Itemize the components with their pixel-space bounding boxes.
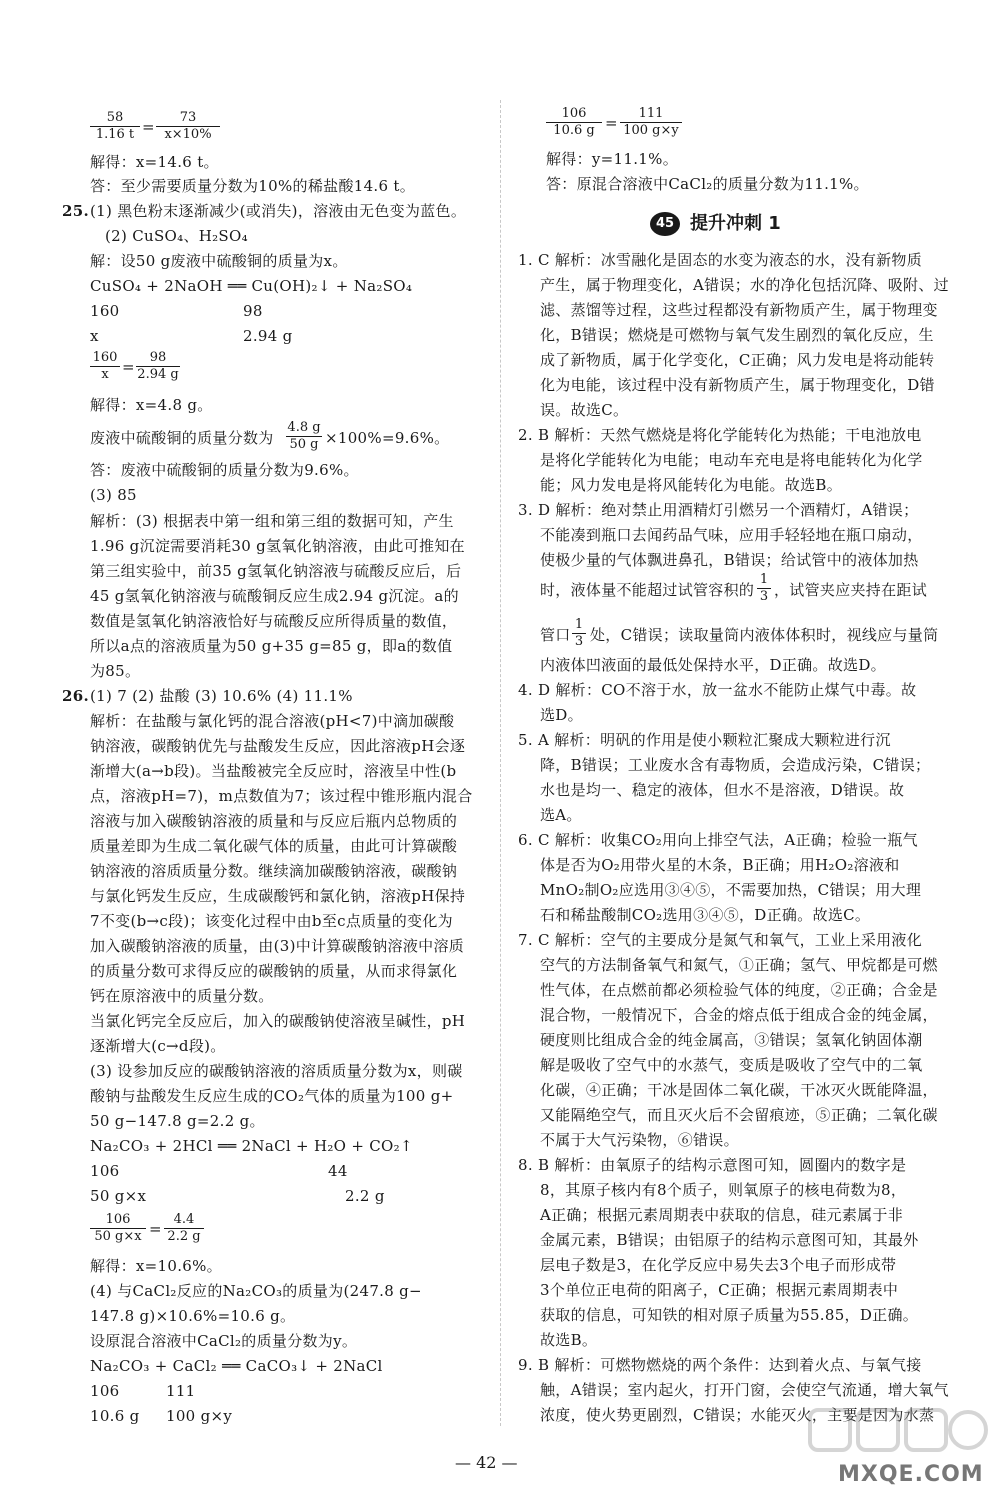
analysis-line: 钠溶液，碳酸钠优先与盐酸发生反应，因此溶液pH会逐 [90, 737, 466, 755]
text-line: 答：至少需要质量分数为10%的稀盐酸14.6 t。 [90, 177, 416, 195]
question-number: 26. [62, 687, 89, 705]
analysis-line: 解析：在盐酸与氯化钙的混合溶液(pH<7)中滴加碳酸 [90, 712, 455, 730]
text-line: 设原混合溶液中CaCl₂的质量分数为y。 [90, 1332, 358, 1350]
answer-line: 5. A 解析：明矾的作用是使小颗粒汇聚成大颗粒进行沉 [518, 731, 891, 749]
answer-line: 不属于大气污染物，⑥错误。 [540, 1131, 739, 1149]
answer-line: 管口 [540, 626, 571, 644]
answer-line: 故选B。 [540, 1331, 598, 1349]
analysis-line: 与氯化钙发生反应，生成碳酸钙和氯化钠，溶液pH保持 [90, 887, 466, 905]
analysis-line: 45 g氢氧化钠溶液与硫酸铜反应生成2.94 g沉淀。a的 [90, 587, 459, 605]
text-line: 解：设50 g废液中硫酸铜的质量为x。 [90, 252, 348, 270]
section-badge: 45 [650, 212, 680, 236]
fraction: $\frac{160}{x}$ [90, 350, 120, 383]
answer-line: 3. D 解析：绝对禁止用酒精灯引燃另一个酒精灯，A错误； [518, 501, 919, 519]
fraction: $\frac{4.4}{2.2 g}$ [164, 1212, 204, 1245]
fraction: $\frac{73}{x\times 10\%}$ [156, 110, 220, 143]
answer-line: 获取的信息，可知铁的相对原子质量为55.85，D正确。 [540, 1306, 919, 1324]
answer-line: 时，液体量不能超过试管容积的 [540, 581, 755, 599]
answer-line: 空气的方法制备氧气和氮气，①正确；氢气、甲烷都是可燃 [540, 956, 938, 974]
answer-line: 化碳，④正确；干冰是固体二氧化碳，干冰灭火既能降温， [540, 1081, 938, 1099]
analysis-line: 1.96 g沉淀需要消耗30 g氢氧化钠溶液，由此可推知在 [90, 537, 465, 555]
answer-line: 硬度则比组成合金的纯金属高，③错误；氢氧化钠固体潮 [540, 1031, 923, 1049]
fraction: $\frac{58}{1.16 t}$ [90, 110, 140, 143]
answer-line: 层电子数是3，在化学反应中易失去3个电子而形成带 [540, 1256, 897, 1274]
text-line: 解得：y=11.1%。 [546, 150, 678, 168]
fraction: $\frac{1}{3}$ [757, 572, 771, 605]
page-number: — 42 — [455, 1453, 518, 1472]
variable: x [90, 327, 99, 345]
text-line: (3) 85 [90, 486, 137, 504]
answer-line: 7. C 解析：空气的主要成分是氮气和氧气，工业上采用液化 [518, 931, 923, 949]
equals-sign: = [605, 114, 618, 132]
fraction: $\frac{106}{50 g\times x}$ [90, 1212, 146, 1245]
answer-line: MnO₂制O₂应选用③④⑤，不需要加热，C错误；用大理 [540, 881, 922, 899]
molar-mass: 160 [90, 302, 120, 320]
analysis-line: 钙在原溶液中的质量分数。 [90, 987, 274, 1005]
molar-mass: 44 [328, 1162, 348, 1180]
text-line: (1) 黑色粉末逐渐减少(或消失)，溶液由无色变为蓝色。 [90, 202, 467, 220]
answer-line: 选D。 [540, 706, 583, 724]
answer-line: 内液体凹液面的最低处保持水平，D正确。故选D。 [540, 656, 886, 674]
analysis-line: 数值是氢氧化钠溶液恰好与硫酸反应所得质量的数值， [90, 612, 458, 630]
analysis-line: 酸钠与盐酸发生反应生成的CO₂气体的质量为100 g+ [90, 1087, 454, 1105]
analysis-line: 加入碳酸钠溶液的质量，由(3)中计算碳酸钠溶液中溶质 [90, 937, 465, 955]
analysis-line: 质量差即为生成二氧化碳气体的质量，由此可计算碳酸 [90, 837, 458, 855]
watermark-text: MXQE.COM [838, 1462, 984, 1487]
text-line: (4) 与CaCl₂反应的Na₂CO₃的质量为(247.8 g− [90, 1282, 422, 1300]
molar-mass: 106 [90, 1382, 120, 1400]
text-line: 废液中硫酸铜的质量分数为 [90, 429, 274, 447]
answer-line: 8. B 解析：由氧原子的结构示意图可知，圆圈内的数字是 [518, 1156, 907, 1174]
equals-sign: = [149, 1220, 162, 1238]
answer-line: 浓度，使火势更剧烈，C错误；水能灭火，主要是因为水蒸 [540, 1406, 935, 1424]
answer-line: ，试管夹应夹持在距试 [774, 581, 928, 599]
variable: 50 g×x [90, 1187, 147, 1205]
answer-line: 3个单位正电荷的阳离子，C正确；根据元素周期表中 [540, 1281, 899, 1299]
fraction: $\frac{111}{100 g\times y}$ [620, 106, 682, 139]
column-divider [500, 100, 501, 1426]
answer-line: 6. C 解析：收集CO₂用向上排空气法，A正确；检验一瓶气 [518, 831, 918, 849]
answer-line: 4. D 解析：CO不溶于水，放一盆水不能防止煤气中毒。故 [518, 681, 917, 699]
analysis-line: 逐渐增大(c→d段)。 [90, 1037, 226, 1055]
analysis-line: 当氯化钙完全反应后，加入的碳酸钠使溶液呈碱性，pH [90, 1012, 466, 1030]
molar-mass: 106 [90, 1162, 120, 1180]
chemical-equation: Na₂CO₃ + 2HCl ══ 2NaCl + H₂O + CO₂↑ [90, 1137, 413, 1155]
molar-mass: 111 [166, 1382, 196, 1400]
answer-line: 是将化学能转化为电能；电动车充电是将电能转化为化学 [540, 451, 923, 469]
answer-line: 8，其原子核内有8个质子，则氧原子的核电荷数为8， [540, 1181, 907, 1199]
fraction: $\frac{1}{3}$ [572, 617, 586, 650]
text-line: 解得：x=14.6 t。 [90, 153, 219, 171]
analysis-line: 解析：(3) 根据表中第一组和第三组的数据可知，产生 [90, 512, 454, 530]
fraction: $\frac{98}{2.94 g}$ [137, 350, 179, 382]
text-line: (1) 7 (2) 盐酸 (3) 10.6% (4) 11.1% [90, 687, 353, 705]
text-line: 答：原混合溶液中CaCl₂的质量分数为11.1%。 [546, 175, 869, 193]
answer-line: 2. B 解析：天然气燃烧是将化学能转化为热能；干电池放电 [518, 426, 922, 444]
text-line: ×100%=9.6%。 [325, 429, 450, 447]
analysis-line: 点，溶液pH=7)，m点数值为7；该过程中锥形瓶内混合 [90, 787, 473, 805]
answer-line: 产生，属于物理变化，A错误；水的净化包括沉降、吸附、过 [540, 276, 949, 294]
answer-line: 又能隔绝空气，而且灭火后不会留痕迹，⑤正确；二氧化碳 [540, 1106, 938, 1124]
answer-line: 使极少量的气体飘进鼻孔，B错误；给试管中的液体加热 [540, 551, 919, 569]
variable: 100 g×y [166, 1407, 233, 1425]
answer-line: 化，B错误；燃烧是可燃物与氧气发生剧烈的氧化反应，生 [540, 326, 934, 344]
analysis-line: 钠溶液的溶质质量分数。继续滴加碳酸钠溶液，碳酸钠 [90, 862, 458, 880]
equals-sign: = [142, 118, 155, 136]
answer-line: A正确；根据元素周期表中获取的信息，硅元素属于非 [540, 1206, 904, 1224]
analysis-line: (3) 设参加反应的碳酸钠溶液的溶质质量分数为x，则碳 [90, 1062, 463, 1080]
text-line: 解得：x=10.6%。 [90, 1257, 222, 1275]
analysis-line: 渐增大(a→b段)。当盐酸被完全反应时，溶液呈中性(b [90, 762, 457, 780]
variable: 2.2 g [345, 1187, 385, 1205]
section-title: 提升冲刺 1 [690, 213, 781, 234]
analysis-line: 的质量分数可求得反应的碳酸钠的质量，从而求得氯化 [90, 962, 458, 980]
molar-mass: 98 [243, 302, 263, 320]
analysis-line: 7不变(b→c段)；该变化过程中由b至c点质量的变化为 [90, 912, 453, 930]
text-line: (2) CuSO₄、H₂SO₄ [105, 227, 248, 245]
fraction: $\frac{4.8 g}{50 g}$ [287, 420, 321, 452]
answer-line: 水也是均一、稳定的液体，但水不是溶液，D错误。故 [540, 781, 905, 799]
answer-line: 化为电能，该过程中没有新物质产生，属于物理变化，D错 [540, 376, 935, 394]
answer-line: 能；风力发电是将风能转化为电能。故选B。 [540, 476, 843, 494]
analysis-line: 为85。 [90, 662, 141, 680]
answer-line: 金属元素，B错误；由铝原子的结构示意图可知，其最外 [540, 1231, 919, 1249]
analysis-line: 50 g−147.8 g=2.2 g。 [90, 1112, 265, 1130]
text-line: 答：废液中硫酸铜的质量分数为9.6%。 [90, 461, 359, 479]
answer-line: 处，C错误；读取量筒内液体体积时，视线应与量筒 [590, 626, 939, 644]
answer-line: 体是否为O₂用带火星的木条，B正确；用H₂O₂溶液和 [540, 856, 900, 874]
answer-line: 触，A错误；室内起火，打开门窗，会使空气流通，增大氧气 [540, 1381, 949, 1399]
chemical-equation: Na₂CO₃ + CaCl₂ ══ CaCO₃↓ + 2NaCl [90, 1357, 383, 1375]
variable: 10.6 g [90, 1407, 140, 1425]
answer-line: 误。故选C。 [540, 401, 629, 419]
answer-line: 选A。 [540, 806, 582, 824]
fraction: $\frac{106}{10.6 g}$ [546, 106, 602, 139]
answer-line: 9. B 解析：可燃物燃烧的两个条件：达到着火点、与氧气接 [518, 1356, 922, 1374]
text-line: 解得：x=4.8 g。 [90, 396, 213, 414]
analysis-line: 第三组实验中，前35 g氢氧化钠溶液与硫酸反应后，后 [90, 562, 462, 580]
answer-line: 降，B错误；工业废水含有毒物质，会造成污染，C错误； [540, 756, 931, 774]
analysis-line: 溶液与加入碳酸钠溶液的质量和与反应后瓶内总物质的 [90, 812, 458, 830]
answer-line: 滤、蒸馏等过程，这些过程都没有新物质产生，属于物理变 [540, 301, 938, 319]
answer-line: 性气体，在点燃前都必须检验气体的纯度，②正确；合金是 [540, 981, 938, 999]
analysis-line: 所以a点的溶液质量为50 g+35 g=85 g，即a的数值 [90, 637, 453, 655]
equals-sign: = [122, 358, 135, 376]
text-line: 147.8 g)×10.6%=10.6 g。 [90, 1307, 296, 1325]
answer-line: 1. C 解析：冰雪融化是固态的水变为液态的水，没有新物质 [518, 251, 923, 269]
variable: 2.94 g [243, 327, 293, 345]
answer-line: 成了新物质，属于化学变化，C正确；风力发电是将动能转 [540, 351, 935, 369]
answer-line: 不能凑到瓶口去闻药品气味，应用手轻轻地在瓶口扇动， [540, 526, 923, 544]
answer-line: 石和稀盐酸制CO₂选用③④⑤，D正确。故选C。 [540, 906, 871, 924]
question-number: 25. [62, 202, 89, 220]
answer-line: 解是吸收了空气中的水蒸气，变质是吸收了空气中的二氧 [540, 1056, 923, 1074]
chemical-equation: CuSO₄ + 2NaOH ══ Cu(OH)₂↓ + Na₂SO₄ [90, 277, 413, 295]
answer-line: 混合物，一般情况下，合金的熔点低于组成合金的纯金属， [540, 1006, 938, 1024]
